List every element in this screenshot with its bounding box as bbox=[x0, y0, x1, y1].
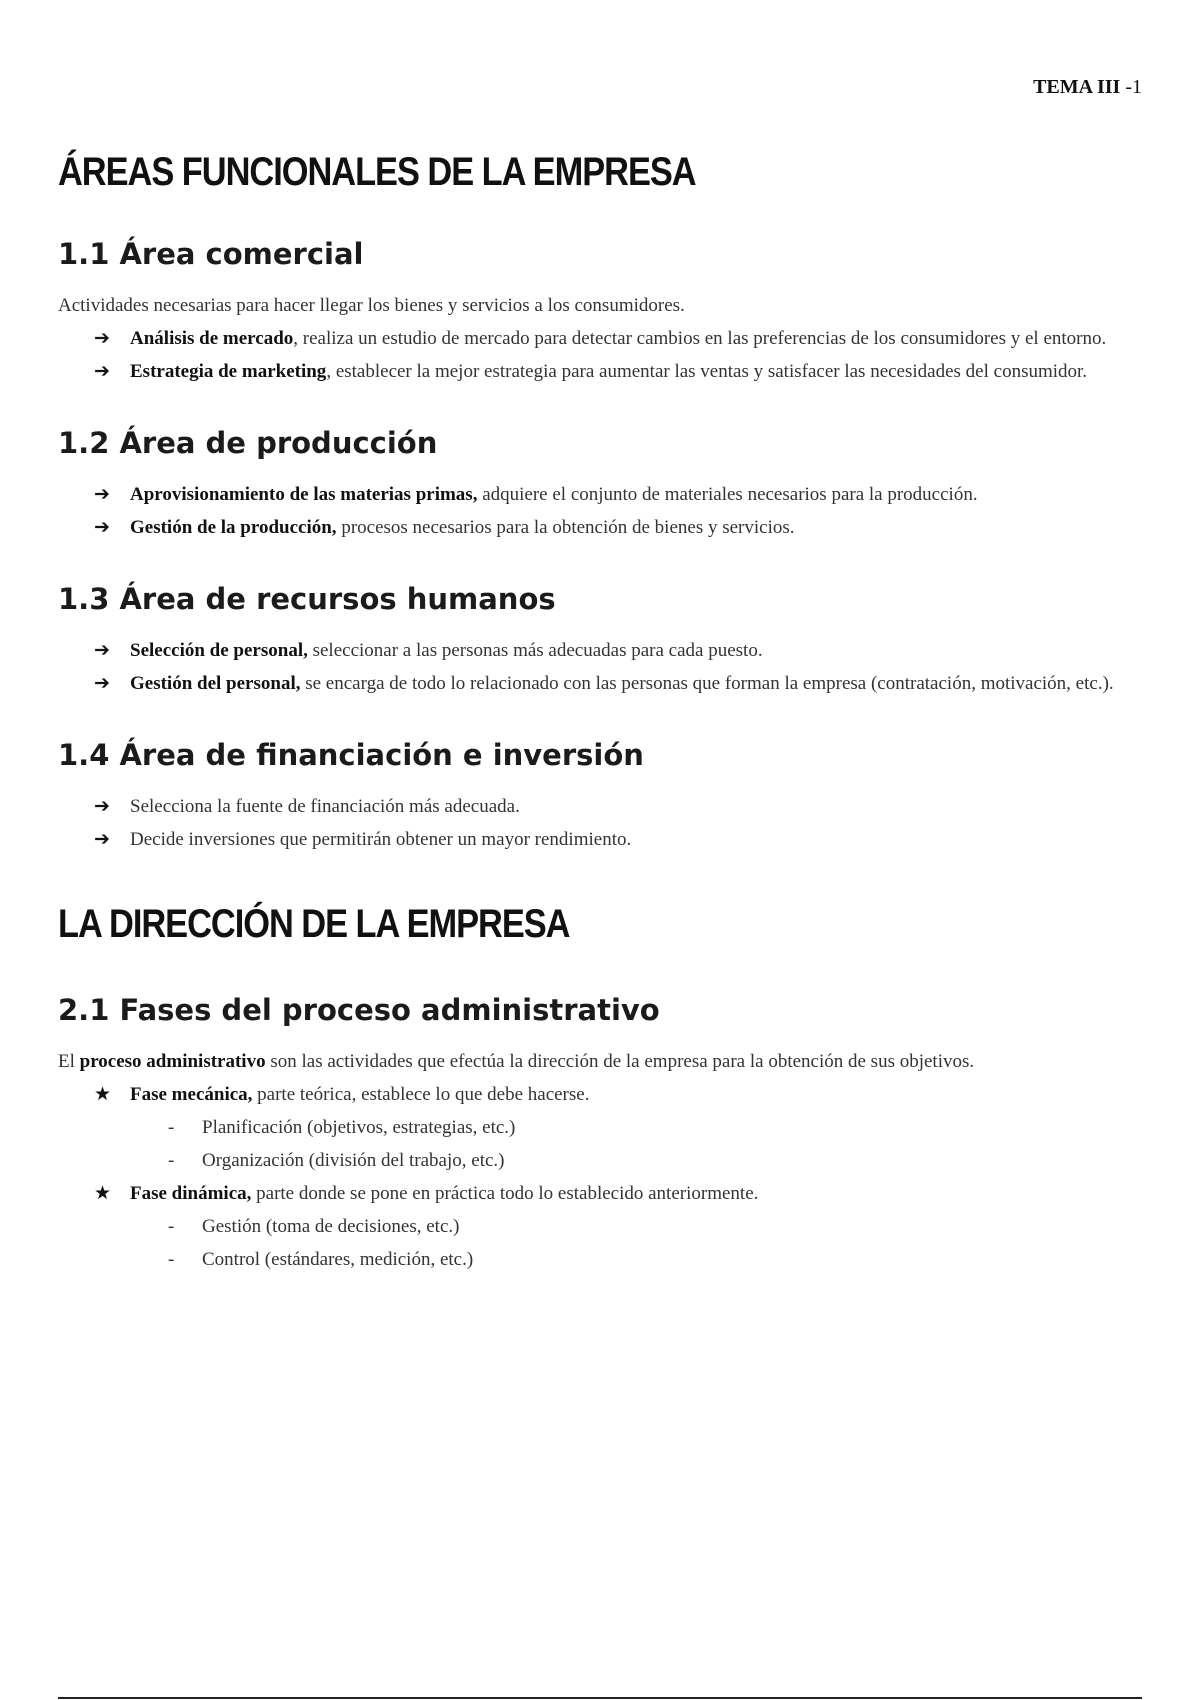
list-item bbox=[58, 634, 1142, 667]
intro-bold: proceso administrativo bbox=[79, 1051, 266, 1072]
heading-area-produccion: 1.2 Área de producción bbox=[58, 426, 438, 460]
sublist-item bbox=[58, 1210, 1142, 1243]
heading-area-rrhh: 1.3 Área de recursos humanos bbox=[58, 582, 556, 616]
page-header-tag bbox=[1033, 76, 1142, 99]
heading-area-comercial: 1.1 Área comercial bbox=[58, 237, 364, 271]
heading-fases-proceso: 2.1 Fases del proceso administrativo bbox=[58, 993, 660, 1027]
fases-list bbox=[58, 1078, 1142, 1111]
item-text: , establecer la mejor estrategia para aumentar las ventas y satisfacer las necesidades del consumidor. bbox=[326, 361, 1088, 382]
sublist-item bbox=[58, 1111, 1142, 1144]
list-item bbox=[58, 667, 1142, 700]
list-item bbox=[58, 790, 1142, 823]
list-item-fase-mecanica bbox=[58, 1078, 1142, 1111]
fases-intro bbox=[58, 1045, 1142, 1078]
list-item bbox=[58, 478, 1142, 511]
item-bold: Aprovisionamiento de las materias primas, bbox=[130, 484, 478, 505]
header-tag-bold: TEMA III bbox=[1033, 76, 1121, 98]
sublist-item bbox=[58, 1144, 1142, 1177]
item-bold: Fase mecánica, bbox=[130, 1084, 253, 1105]
dash-icon: - bbox=[168, 1216, 175, 1237]
comercial-intro: Actividades necesarias para hacer llegar los bienes y servicios a los consumidores. bbox=[58, 295, 685, 316]
intro-suffix: son las actividades que efectúa la dirección de la empresa para la obtención de sus objetivos. bbox=[265, 1051, 975, 1072]
dinamica-sublist bbox=[58, 1210, 1142, 1276]
list-item bbox=[58, 823, 1142, 856]
dash-icon: - bbox=[168, 1150, 175, 1171]
arrow-right-icon: ➔ bbox=[94, 327, 110, 349]
item-text: parte donde se pone en práctica todo lo establecido anteriormente. bbox=[251, 1183, 759, 1204]
footer-divider bbox=[58, 1697, 1142, 1699]
mecanica-sublist bbox=[58, 1111, 1142, 1177]
heading-area-financiacion: 1.4 Área de financiación e inversión bbox=[58, 738, 644, 772]
arrow-right-icon: ➔ bbox=[94, 483, 110, 505]
produccion-list bbox=[58, 478, 1142, 544]
comercial-list bbox=[58, 322, 1142, 388]
sublist-text: Organización (división del trabajo, etc.) bbox=[202, 1150, 505, 1171]
item-text: Decide inversiones que permitirán obtener un mayor rendimiento. bbox=[130, 829, 632, 850]
arrow-right-icon: ➔ bbox=[94, 516, 110, 538]
item-bold: Estrategia de marketing bbox=[130, 361, 327, 382]
financiacion-list bbox=[58, 790, 1142, 856]
list-item bbox=[58, 355, 1142, 388]
star-icon: ★ bbox=[94, 1182, 112, 1204]
dash-icon: - bbox=[168, 1117, 175, 1138]
item-text: Selecciona la fuente de financiación más adecuada. bbox=[130, 796, 520, 817]
arrow-right-icon: ➔ bbox=[94, 672, 110, 694]
sublist-text: Control (estándares, medición, etc.) bbox=[202, 1249, 474, 1270]
item-bold: Gestión de la producción, bbox=[130, 517, 337, 538]
item-text: adquiere el conjunto de materiales necesarios para la producción. bbox=[477, 484, 978, 505]
section1-title: ÁREAS FUNCIONALES DE LA EMPRESA bbox=[58, 150, 696, 194]
item-text: seleccionar a las personas más adecuadas para cada puesto. bbox=[307, 640, 763, 661]
section2-title: LA DIRECCIÓN DE LA EMPRESA bbox=[58, 902, 570, 946]
item-bold: Fase dinámica, bbox=[130, 1183, 252, 1204]
arrow-right-icon: ➔ bbox=[94, 795, 110, 817]
arrow-right-icon: ➔ bbox=[94, 360, 110, 382]
item-text: procesos necesarios para la obtención de bienes y servicios. bbox=[336, 517, 795, 538]
star-icon: ★ bbox=[94, 1083, 112, 1105]
sublist-text: Gestión (toma de decisiones, etc.) bbox=[202, 1216, 460, 1237]
intro-prefix: El bbox=[58, 1051, 80, 1072]
list-item bbox=[58, 511, 1142, 544]
rrhh-list bbox=[58, 634, 1142, 700]
document-content bbox=[58, 150, 1142, 1276]
list-item-fase-dinamica bbox=[58, 1177, 1142, 1210]
dash-icon: - bbox=[168, 1249, 175, 1270]
item-text: , realiza un estudio de mercado para detectar cambios en las preferencias de los consumidores y el entorno. bbox=[293, 328, 1107, 349]
item-text: parte teórica, establece lo que debe hacerse. bbox=[252, 1084, 590, 1105]
list-item bbox=[58, 322, 1142, 355]
item-text: se encarga de todo lo relacionado con las personas que forman la empresa (contratación, motivación, etc.). bbox=[300, 673, 1114, 694]
sublist-item bbox=[58, 1243, 1142, 1276]
arrow-right-icon: ➔ bbox=[94, 639, 110, 661]
arrow-right-icon: ➔ bbox=[94, 828, 110, 850]
item-bold: Gestión del personal, bbox=[130, 673, 301, 694]
item-bold: Análisis de mercado bbox=[130, 328, 294, 349]
fases-list-2 bbox=[58, 1177, 1142, 1210]
item-bold: Selección de personal, bbox=[130, 640, 308, 661]
sublist-text: Planificación (objetivos, estrategias, etc.) bbox=[202, 1117, 516, 1138]
header-tag-number: -1 bbox=[1120, 76, 1142, 98]
